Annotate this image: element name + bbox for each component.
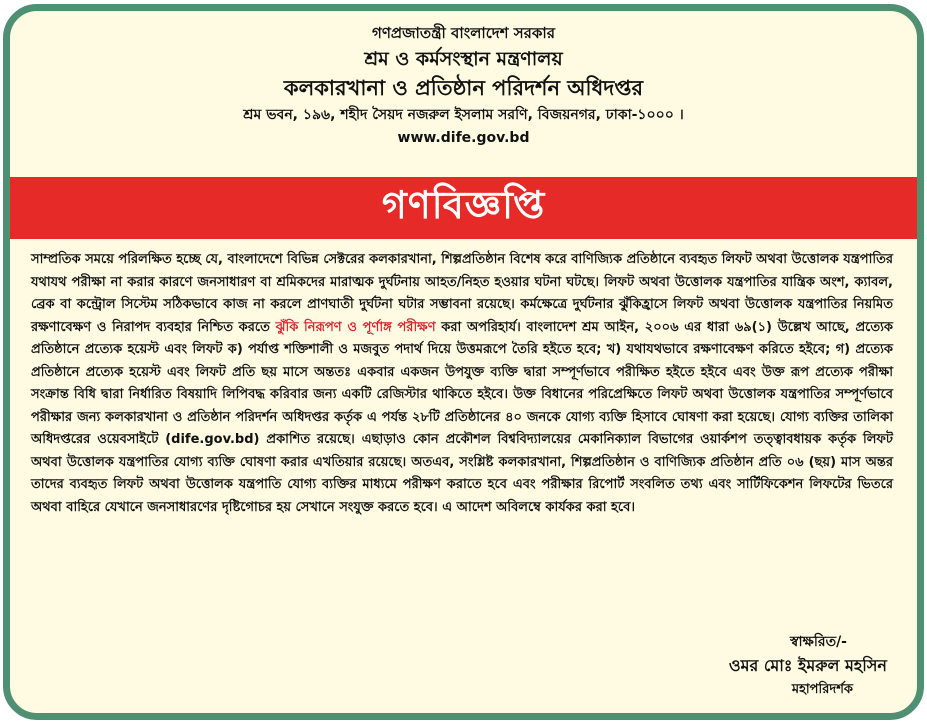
notice-text-part2: করা অপরিহার্য। বাংলাদেশ শ্রম আইন, ২০০৬ এর ধারা ৬৯(১) উল্লেখ আছে, প্রত্যেক প্রতিষ্ঠানে প্রত্যেক হয়েস্ট এবং লিফট ক) পর্যাপ্ত শক্তিশালী ও মজবুত পদার্থ দিয়ে উত্তমরূপে তৈরি হইতে হবে; খ) যথাযথভাবে রক্ষণাবেক্ষণ করিতে হইবে; গ) প্রত্যেক প্রতিষ্ঠানে প্রত্যেক হয়েস্ট এবং লিফট প্রতি ছয় মাসে অন্ততঃ একবার একজন উপযুক্ত ব্যক্তি দ্বারা সম্পূর্ণভাবে পরীক্ষিত হইতে হইবে এবং উক্ত রূপ প্রত্যেক পরীক্ষা সংক্রান্ত বিধি দ্বারা নির্ধারিত বিষয়াদি লিপিবদ্ধ করিবার জন্য একটি রেজিস্টার থাকিতে হইবে। উক্ত বিধানের পরিপ্রেক্ষিতে লিফট অথবা উত্তোলক যন্ত্রপাতির সম্পূর্ণভাবে পরীক্ষার জন্য কলকারখানা ও প্রতিষ্ঠান পরিদর্শন অধিদপ্তর কর্তৃক এ পর্যন্ত ২৮টি প্রতিষ্ঠানের ৪০ জনকে যোগ্য ব্যক্তি হিসাবে ঘোষণা করা হয়েছে। যোগ্য ব্যক্তির তালিকা অধিদপ্তরের ওয়েবসাইটে (dife.gov.bd) প্রকাশিত রয়েছে। এছাড়াও কোন প্রকৌশল বিশ্ববিদ্যালয়ের মেকানিক্যাল বিভাগের ওয়ার্কশপ তত্ত্বাবধায়ক কর্তৃক লিফট অথবা উত্তোলক যন্ত্রপাতির যোগ্য ব্যক্তি ঘোষণা করার এখতিয়ার রয়েছে। অতএব, সংশ্লিষ্ট কলকারখানা, শিল্পপ্রতিষ্ঠান ও বাণিজ্যিক প্রতিষ্ঠান প্রতি ০৬ (ছয়) মাস অন্তর তাদের ব্যবহৃত লিফট অথবা উত্তোলক যন্ত্রপাতি যোগ্য ব্যক্তির মাধ্যমে পরীক্ষণ করাতে হবে এবং পরীক্ষার রিপোর্ট সংবলিত তথ্য এবং সার্টিফিকেশন লিফটের ভিতরে অথবা বাহিরে যেখানে জনসাধারণের দৃষ্টিগোচর হয় সেখানে সংযুক্ত করতে হবে। এ আদেশ অবিলম্বে কার্যকর করা হবে। (31, 319, 894, 515)
website-url: www.dife.gov.bd (397, 130, 530, 146)
ministry-name: শ্রম ও কর্মসংস্থান মন্ত্রণালয় (364, 48, 563, 70)
notice-header (10, 11, 917, 149)
notice-text-part1: সাম্প্রতিক সময়ে পরিলক্ষিত হচ্ছে যে, বাংলাদেশে বিভিন্ন সেক্টরের কলকারখানা, শিল্পপ্রতিষ্ঠান বিশেষ করে বাণিজ্যিক প্রতিষ্ঠানে ব্যবহৃত লিফট অথবা উত্তোলক যন্ত্রপাতির যথাযথ পরীক্ষা না করার কারণে জনসাধারণ বা শ্রমিকদের মারাত্মক দুর্ঘটনায় আহত/নিহত হওয়ার ঘটনা ঘটছে। লিফট অথবা উত্তোলক যন্ত্রপাতির যান্ত্রিক অংশ, ক্যাবল, ব্রেক বা কন্ট্রোল সিস্টেম সঠিকভাবে কাজ না করলে প্রাণঘাতী দুর্ঘটনা ঘটার সম্ভাবনা রয়েছে। কর্মক্ষেত্রে দুর্ঘটনার ঝুঁকিহ্রাসে লিফট অথবা উত্তোলক যন্ত্রপাতির নিয়মিত রক্ষণাবেক্ষণ ও নিরাপদ ব্যবহার নিশ্চিত করতে (31, 252, 893, 335)
government-name: গণপ্রজাতন্ত্রী বাংলাদেশ সরকার (372, 24, 555, 42)
notice-frame (3, 4, 924, 720)
office-address: শ্রম ভবন, ১৯৬, শহীদ সৈয়দ নজরুল ইসলাম সরণি, বিজয়নগর, ঢাকা-১০০০ । (243, 107, 684, 123)
signatory-title: মহাপরিদর্শক (791, 682, 853, 697)
signatory-name: ওমর মোঃ ইমরুল মহসিন (728, 656, 887, 675)
notice-body (31, 249, 893, 519)
signature-label: স্বাক্ষরিত/- (789, 634, 847, 650)
signature-block (617, 631, 887, 701)
department-name: কলকারখানা ও প্রতিষ্ঠান পরিদর্শন অধিদপ্তর (283, 76, 644, 100)
banner-title: গণবিজ্ঞপ্তি (381, 183, 546, 227)
notice-highlight: ঝুঁকি নিরূপণ ও পূর্ণাঙ্গ পরীক্ষণ (275, 319, 436, 335)
public-notice-banner (10, 177, 917, 239)
